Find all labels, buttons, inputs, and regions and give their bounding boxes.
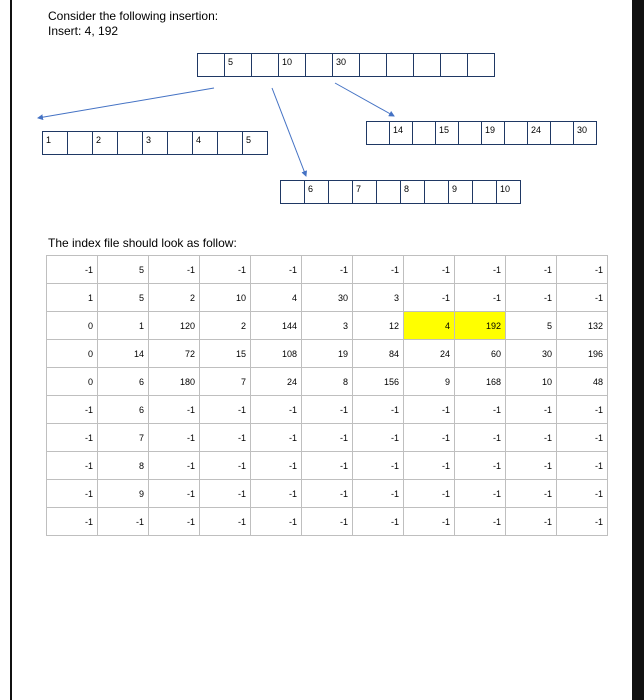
table-cell: -1 <box>404 284 455 312</box>
table-cell: 4 <box>404 312 455 340</box>
table-cell: 6 <box>98 396 149 424</box>
node-cell <box>440 53 468 77</box>
table-cell: -1 <box>302 452 353 480</box>
table-cell: -1 <box>506 508 557 536</box>
table-cell: -1 <box>557 480 608 508</box>
node-cell <box>504 121 528 145</box>
node-cell-value: 15 <box>439 125 450 135</box>
table-cell: -1 <box>353 396 404 424</box>
node-cell <box>42 131 68 155</box>
table-caption: The index file should look as follow: <box>48 236 237 250</box>
table-cell: 5 <box>98 256 149 284</box>
table-cell: -1 <box>353 508 404 536</box>
node-cell-value: 10 <box>282 57 293 67</box>
tree-arrows <box>0 0 644 240</box>
arrow-to-left-leaf <box>38 88 214 118</box>
table-cell: 192 <box>455 312 506 340</box>
table-cell: 8 <box>302 368 353 396</box>
table-cell: -1 <box>47 508 98 536</box>
node-cell-value: 2 <box>96 135 102 145</box>
table-cell: 24 <box>251 368 302 396</box>
root-node <box>197 53 495 77</box>
table-cell: -1 <box>557 396 608 424</box>
table-cell: -1 <box>455 480 506 508</box>
table-cell: 132 <box>557 312 608 340</box>
node-cell <box>217 131 243 155</box>
table-row <box>47 284 608 312</box>
table-cell: -1 <box>251 256 302 284</box>
table-cell: -1 <box>200 508 251 536</box>
table-cell: 120 <box>149 312 200 340</box>
node-cell <box>332 53 360 77</box>
table-cell: 0 <box>47 368 98 396</box>
middle-leaf-node <box>280 180 521 204</box>
node-cell-value: 8 <box>404 184 410 194</box>
table-row <box>47 424 608 452</box>
node-cell <box>412 121 436 145</box>
table-cell: 0 <box>47 312 98 340</box>
table-cell: 2 <box>200 312 251 340</box>
node-cell <box>305 53 333 77</box>
table-cell: -1 <box>47 480 98 508</box>
table-cell: -1 <box>200 396 251 424</box>
table-cell: 5 <box>506 312 557 340</box>
node-cell-value: 10 <box>500 184 511 194</box>
node-cell-value: 9 <box>452 184 458 194</box>
node-cell <box>467 53 495 77</box>
table-cell: -1 <box>557 508 608 536</box>
table-cell: 5 <box>98 284 149 312</box>
table-row <box>47 368 608 396</box>
table-cell: -1 <box>353 480 404 508</box>
table-cell: -1 <box>302 256 353 284</box>
table-cell: 72 <box>149 340 200 368</box>
node-cell <box>352 180 377 204</box>
table-cell: -1 <box>455 424 506 452</box>
table-cell: -1 <box>353 424 404 452</box>
node-cell-value: 14 <box>393 125 404 135</box>
table-row <box>47 396 608 424</box>
node-cell <box>251 53 279 77</box>
index-file-table <box>46 255 608 536</box>
node-cell <box>328 180 353 204</box>
table-cell: 0 <box>47 340 98 368</box>
node-cell-value: 5 <box>246 135 252 145</box>
node-cell <box>304 180 329 204</box>
node-cell <box>458 121 482 145</box>
table-cell: -1 <box>251 508 302 536</box>
node-cell-value: 1 <box>46 135 52 145</box>
table-cell: -1 <box>404 424 455 452</box>
table-cell: -1 <box>506 256 557 284</box>
table-cell: -1 <box>404 452 455 480</box>
node-cell <box>481 121 505 145</box>
table-cell: -1 <box>149 424 200 452</box>
table-cell: -1 <box>200 480 251 508</box>
node-cell <box>67 131 93 155</box>
table-cell: -1 <box>47 256 98 284</box>
node-cell-value: 5 <box>228 57 234 67</box>
table-cell: 7 <box>200 368 251 396</box>
table-cell: 19 <box>302 340 353 368</box>
table-cell: 7 <box>98 424 149 452</box>
node-cell <box>413 53 441 77</box>
table-cell: 180 <box>149 368 200 396</box>
table-cell: -1 <box>200 256 251 284</box>
node-cell <box>117 131 143 155</box>
table-cell: -1 <box>353 256 404 284</box>
table-cell: -1 <box>455 508 506 536</box>
table-cell: 10 <box>200 284 251 312</box>
node-cell <box>242 131 268 155</box>
table-cell: -1 <box>251 452 302 480</box>
table-row <box>47 508 608 536</box>
table-row <box>47 452 608 480</box>
node-cell <box>550 121 574 145</box>
table-cell: -1 <box>404 508 455 536</box>
table-cell: -1 <box>404 256 455 284</box>
insert-statement: Insert: 4, 192 <box>48 24 119 38</box>
node-cell <box>278 53 306 77</box>
node-cell <box>167 131 193 155</box>
table-row <box>47 312 608 340</box>
table-cell: 156 <box>353 368 404 396</box>
node-cell <box>435 121 459 145</box>
table-cell: 1 <box>98 312 149 340</box>
node-cell <box>142 131 168 155</box>
table-cell: -1 <box>149 256 200 284</box>
table-row <box>47 256 608 284</box>
table-cell: -1 <box>149 508 200 536</box>
node-cell-value: 3 <box>146 135 152 145</box>
table-cell: 6 <box>98 368 149 396</box>
node-cell <box>389 121 413 145</box>
table-cell: -1 <box>302 424 353 452</box>
table-cell: 30 <box>302 284 353 312</box>
node-cell <box>527 121 551 145</box>
node-cell-value: 19 <box>485 125 496 135</box>
table-cell: -1 <box>200 452 251 480</box>
table-cell: -1 <box>353 452 404 480</box>
node-cell <box>280 180 305 204</box>
table-cell: -1 <box>557 256 608 284</box>
left-leaf-node <box>42 131 268 155</box>
node-cell-value: 4 <box>196 135 202 145</box>
table-cell: -1 <box>455 396 506 424</box>
table-cell: -1 <box>251 480 302 508</box>
table-cell: -1 <box>506 396 557 424</box>
table-cell: -1 <box>302 396 353 424</box>
table-cell: 2 <box>149 284 200 312</box>
table-cell: -1 <box>455 256 506 284</box>
table-cell: 15 <box>200 340 251 368</box>
arrow-to-mid-leaf <box>272 88 306 176</box>
table-cell: 108 <box>251 340 302 368</box>
node-cell <box>448 180 473 204</box>
node-cell <box>573 121 597 145</box>
table-cell: -1 <box>506 424 557 452</box>
table-cell: 24 <box>404 340 455 368</box>
table-cell: 84 <box>353 340 404 368</box>
table-cell: -1 <box>47 452 98 480</box>
table-cell: 1 <box>47 284 98 312</box>
table-cell: -1 <box>98 508 149 536</box>
table-cell: -1 <box>404 396 455 424</box>
table-cell: -1 <box>200 424 251 452</box>
node-cell <box>192 131 218 155</box>
right-leaf-node <box>366 121 597 145</box>
node-cell <box>197 53 225 77</box>
table-cell: -1 <box>302 480 353 508</box>
table-cell: 14 <box>98 340 149 368</box>
node-cell-value: 30 <box>336 57 347 67</box>
arrow-to-right-leaf <box>335 83 394 116</box>
table-cell: -1 <box>47 424 98 452</box>
table-cell: 9 <box>404 368 455 396</box>
table-cell: 9 <box>98 480 149 508</box>
node-cell-value: 6 <box>308 184 314 194</box>
table-cell: -1 <box>557 424 608 452</box>
table-cell: 3 <box>302 312 353 340</box>
table-cell: 10 <box>506 368 557 396</box>
table-cell: 144 <box>251 312 302 340</box>
node-cell-value: 24 <box>531 125 542 135</box>
node-cell <box>359 53 387 77</box>
table-cell: 60 <box>455 340 506 368</box>
node-cell <box>472 180 497 204</box>
problem-title: Consider the following insertion: <box>48 9 219 23</box>
node-cell <box>376 180 401 204</box>
table-cell: -1 <box>455 452 506 480</box>
table-cell: -1 <box>557 284 608 312</box>
table-cell: 196 <box>557 340 608 368</box>
node-cell <box>496 180 521 204</box>
node-cell <box>224 53 252 77</box>
table-cell: -1 <box>149 396 200 424</box>
table-cell: -1 <box>251 396 302 424</box>
table-cell: -1 <box>506 284 557 312</box>
table-row <box>47 480 608 508</box>
table-cell: 4 <box>251 284 302 312</box>
table-cell: 3 <box>353 284 404 312</box>
table-cell: -1 <box>557 452 608 480</box>
node-cell <box>400 180 425 204</box>
node-cell-value: 30 <box>577 125 588 135</box>
table-row <box>47 340 608 368</box>
node-cell <box>92 131 118 155</box>
table-cell: -1 <box>47 396 98 424</box>
node-cell <box>424 180 449 204</box>
table-cell: -1 <box>251 424 302 452</box>
table-cell: -1 <box>455 284 506 312</box>
node-cell <box>386 53 414 77</box>
table-cell: -1 <box>302 508 353 536</box>
table-cell: -1 <box>149 452 200 480</box>
table-cell: -1 <box>404 480 455 508</box>
table-cell: -1 <box>506 452 557 480</box>
table-cell: 8 <box>98 452 149 480</box>
table-cell: 30 <box>506 340 557 368</box>
node-cell <box>366 121 390 145</box>
table-cell: 168 <box>455 368 506 396</box>
table-cell: 48 <box>557 368 608 396</box>
table-cell: -1 <box>149 480 200 508</box>
table-cell: -1 <box>506 480 557 508</box>
table-cell: 12 <box>353 312 404 340</box>
node-cell-value: 7 <box>356 184 362 194</box>
